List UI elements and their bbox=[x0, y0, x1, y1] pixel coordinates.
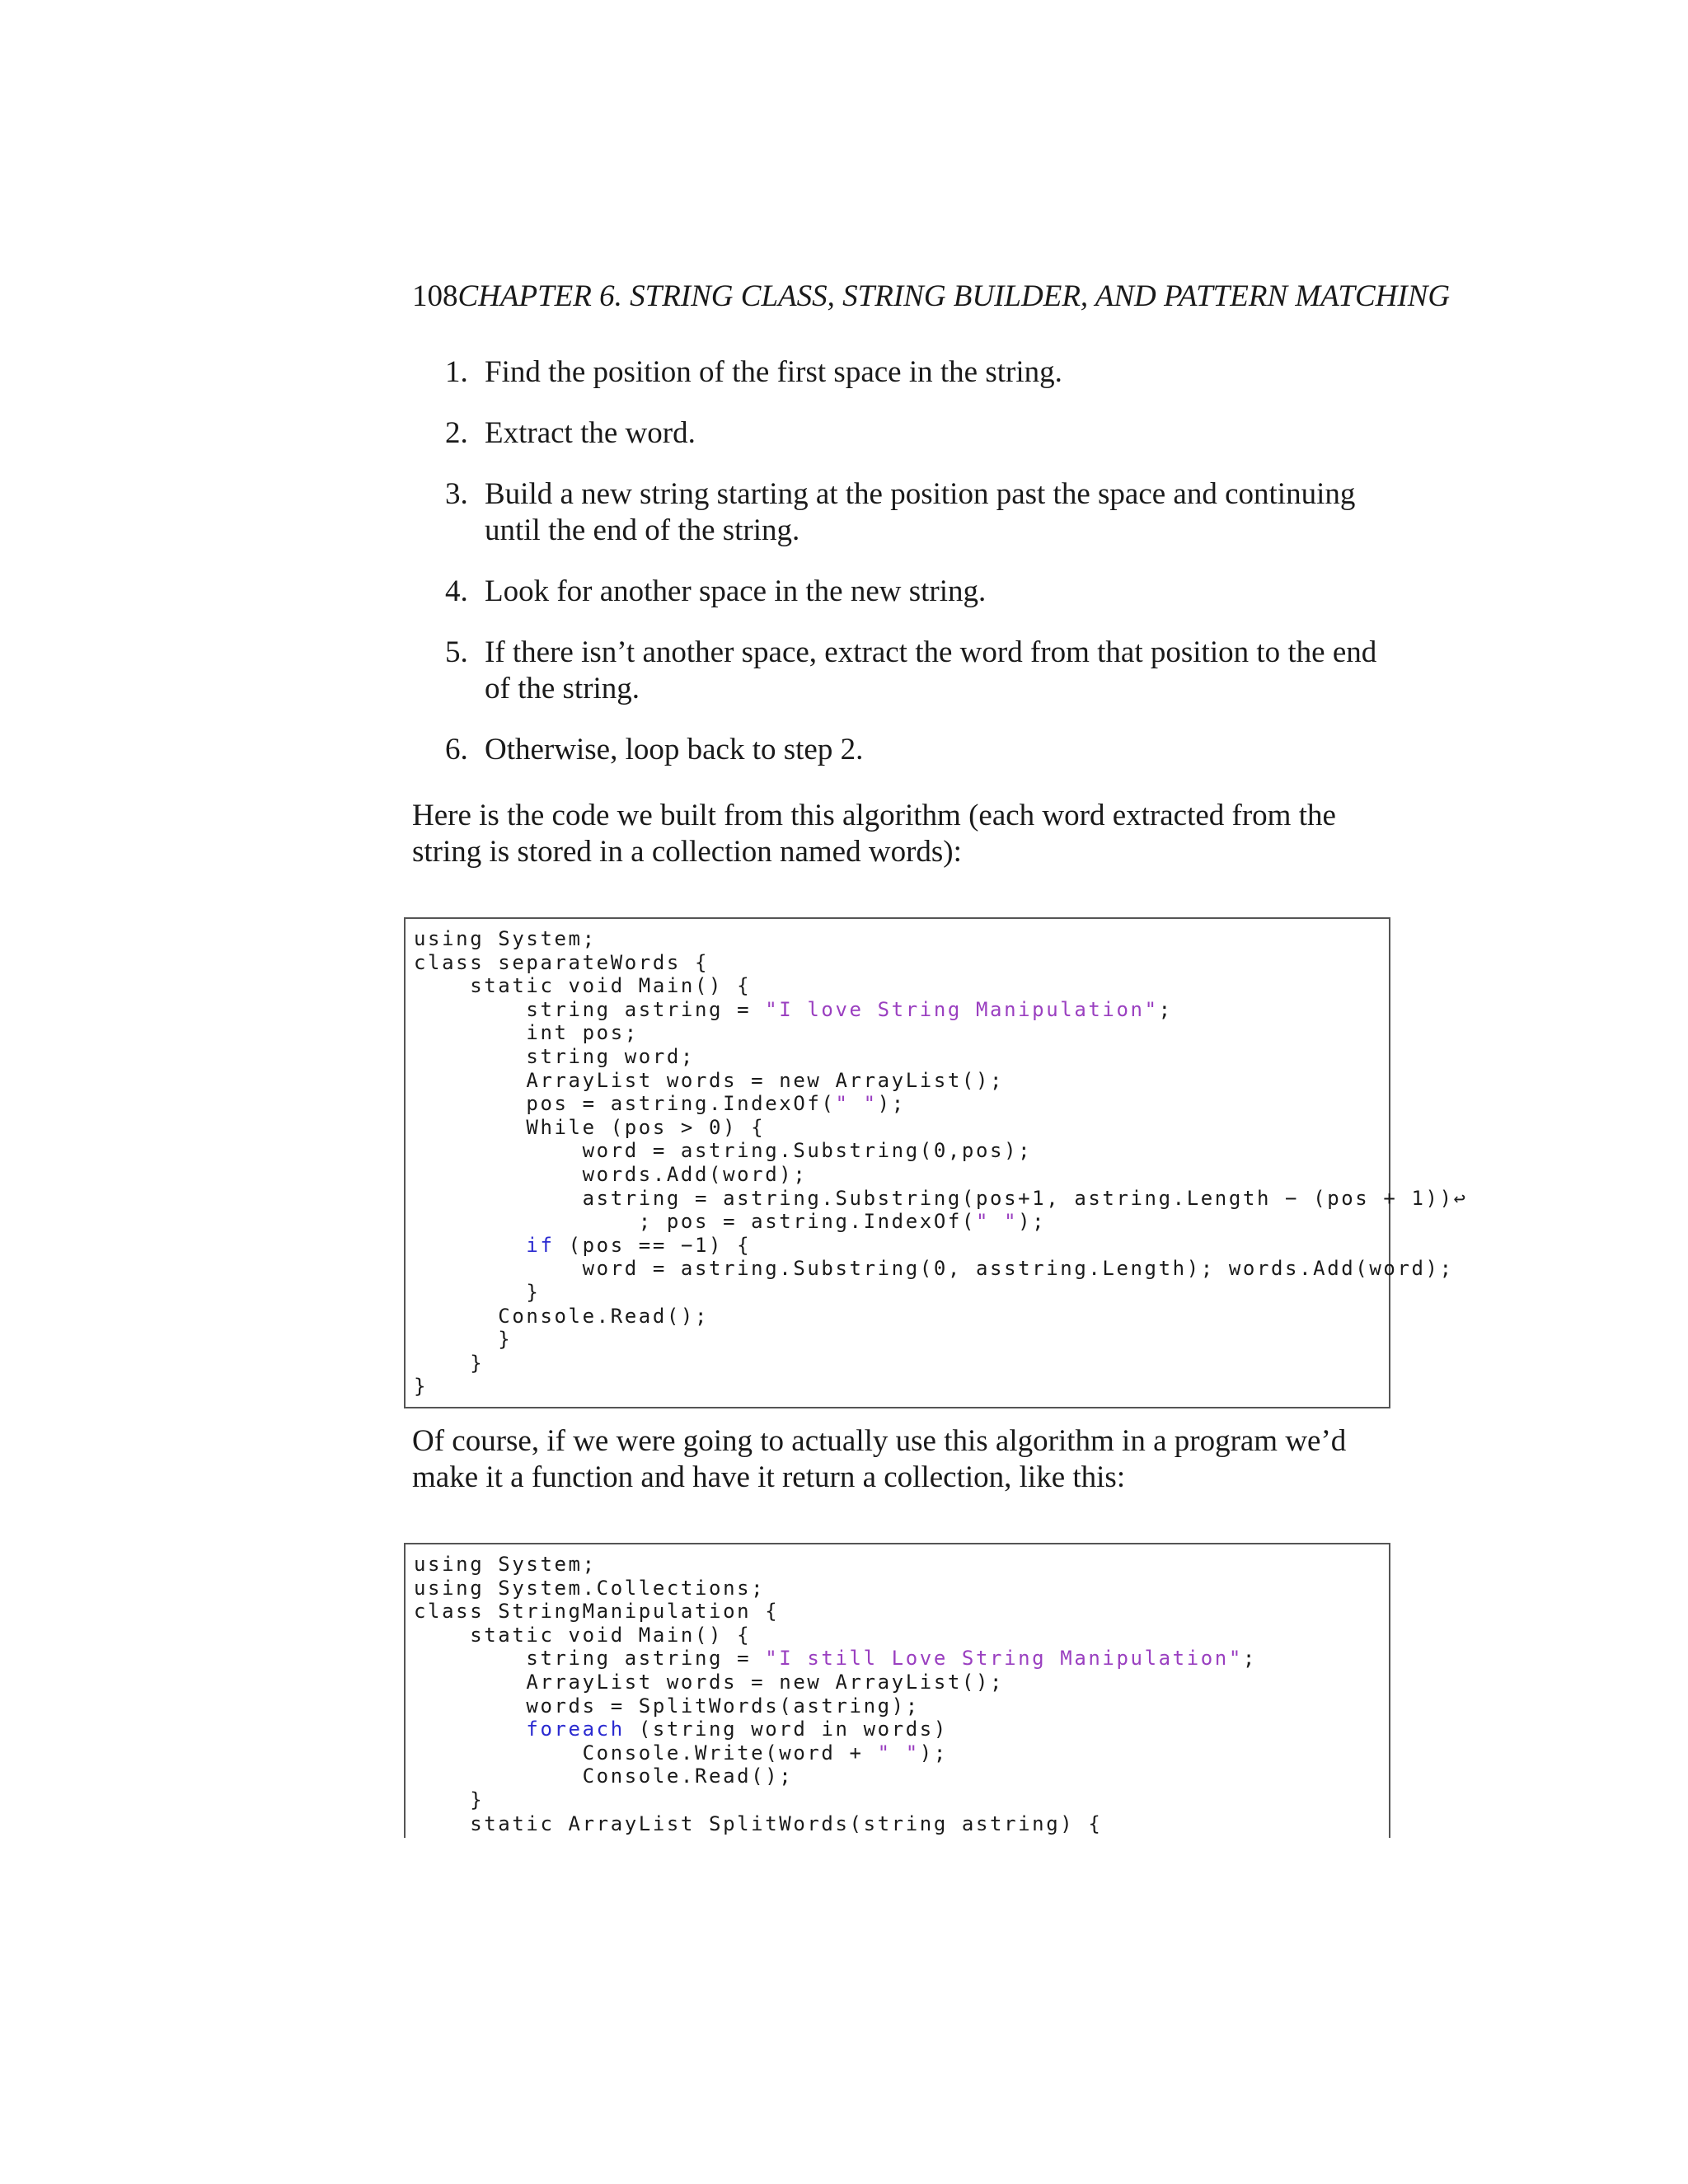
code-text: words = SplitWords(astring); bbox=[414, 1694, 920, 1718]
code-text: word = astring.Substring(0,pos); bbox=[414, 1139, 1033, 1163]
code-line bbox=[414, 1624, 1389, 1647]
list-item bbox=[445, 574, 1393, 610]
step-number: 3. bbox=[445, 477, 468, 511]
code-text: string astring = bbox=[414, 1647, 766, 1671]
code-text: (string word in words) bbox=[624, 1718, 948, 1741]
step-number: 2. bbox=[445, 416, 468, 450]
code-line bbox=[414, 1069, 1389, 1093]
code-text: } bbox=[414, 1280, 541, 1304]
code-keyword: if bbox=[526, 1233, 555, 1257]
step-text: Look for another space in the new string. bbox=[485, 574, 987, 608]
code-line bbox=[414, 1045, 1389, 1069]
code-text: } bbox=[414, 1375, 429, 1399]
code-line bbox=[414, 1718, 1389, 1741]
code-line bbox=[414, 951, 1389, 975]
code-string: " " bbox=[877, 1741, 920, 1765]
code-text: string astring = bbox=[414, 997, 766, 1021]
code-text: class StringManipulation { bbox=[414, 1600, 780, 1624]
step-text: Find the position of the first space in the string. bbox=[485, 355, 1062, 389]
code-line bbox=[414, 974, 1389, 998]
code-line bbox=[414, 1328, 1389, 1352]
code-text: ); bbox=[877, 1092, 906, 1116]
code-line bbox=[414, 1600, 1389, 1624]
code-text: ; bbox=[1242, 1647, 1257, 1671]
code-line bbox=[414, 1788, 1389, 1812]
code-line bbox=[414, 1694, 1389, 1718]
step-number: 4. bbox=[445, 574, 468, 608]
code-text: Console.Read(); bbox=[414, 1304, 710, 1328]
list-item bbox=[445, 732, 1393, 768]
function-paragraph: Of course, if we were going to actually use this algorithm in a program we’d make it a function and have it return a collection, like this: bbox=[412, 1424, 1347, 1494]
step-number: 6. bbox=[445, 733, 468, 766]
code-line bbox=[414, 1671, 1389, 1694]
code-text: ; pos = astring.IndexOf( bbox=[414, 1210, 976, 1234]
step-text: Otherwise, loop back to step 2. bbox=[485, 733, 864, 766]
intro-paragraph: Here is the code we built from this algorithm (each word extracted from the string is stored in a collection named words): bbox=[412, 799, 1336, 869]
code-text: using System; bbox=[414, 1553, 597, 1576]
code-line bbox=[414, 1210, 1389, 1234]
code-text: string word; bbox=[414, 1044, 695, 1068]
chapter-title: CHAPTER 6. STRING CLASS, STRING BUILDER, AND PATTERN MATCHING bbox=[457, 279, 1451, 313]
code-line bbox=[414, 1186, 1468, 1211]
code-text: (pos == −1) { bbox=[554, 1233, 752, 1257]
list-item bbox=[445, 635, 1393, 707]
code-string: "I love String Manipulation" bbox=[765, 997, 1159, 1021]
code-string: " " bbox=[975, 1210, 1019, 1234]
code-line bbox=[414, 1352, 1389, 1376]
list-item bbox=[445, 354, 1393, 391]
code-text: using System.Collections; bbox=[414, 1576, 766, 1600]
code-text: static void Main() { bbox=[414, 974, 752, 998]
code-line bbox=[414, 1553, 1389, 1577]
code-line bbox=[414, 1257, 1454, 1281]
code-listing-string-manipulation bbox=[404, 1543, 1390, 1838]
code-line bbox=[414, 1741, 1389, 1765]
code-line bbox=[414, 1092, 1389, 1116]
step-number: 1. bbox=[445, 355, 468, 389]
code-line bbox=[414, 1163, 1389, 1187]
code-text: static void Main() { bbox=[414, 1623, 752, 1647]
code-text: word = astring.Substring(0, asstring.Length); words.Add(word); bbox=[414, 1257, 1454, 1281]
running-header bbox=[412, 277, 1550, 316]
code-text: While (pos > 0) { bbox=[414, 1115, 766, 1139]
list-item bbox=[445, 476, 1393, 549]
code-text: ); bbox=[919, 1741, 948, 1765]
code-line bbox=[414, 1116, 1389, 1140]
code-text: ArrayList words = new ArrayList(); bbox=[414, 1068, 1005, 1092]
code-text: Console.Read(); bbox=[414, 1765, 794, 1788]
code-line bbox=[414, 1375, 1389, 1399]
code-line bbox=[414, 1281, 1389, 1305]
code-line bbox=[414, 998, 1389, 1022]
code-string: " " bbox=[835, 1092, 878, 1116]
list-item bbox=[445, 415, 1393, 452]
code-text: } bbox=[414, 1328, 513, 1352]
code-text: } bbox=[414, 1788, 485, 1811]
code-text: } bbox=[414, 1351, 485, 1375]
code-text: words.Add(word); bbox=[414, 1162, 808, 1186]
step-text: Extract the word. bbox=[485, 416, 696, 450]
code-text: pos = astring.IndexOf( bbox=[414, 1092, 836, 1116]
code-text bbox=[414, 1718, 526, 1741]
algorithm-steps bbox=[445, 354, 1393, 793]
page-number: 108 bbox=[412, 279, 458, 313]
code-text: Console.Write(word + bbox=[414, 1741, 878, 1765]
code-keyword: foreach bbox=[526, 1718, 625, 1741]
code-text: ArrayList words = new ArrayList(); bbox=[414, 1670, 1005, 1694]
code-text bbox=[414, 1234, 526, 1257]
code-line bbox=[414, 1021, 1389, 1045]
code-block bbox=[406, 919, 1468, 1399]
code-text: ; bbox=[1158, 997, 1173, 1021]
code-line bbox=[414, 1765, 1389, 1788]
code-line bbox=[414, 1305, 1389, 1329]
code-line bbox=[414, 927, 1389, 951]
code-line bbox=[414, 1577, 1389, 1601]
code-block bbox=[406, 1544, 1389, 1835]
code-text: ); bbox=[1018, 1210, 1047, 1234]
code-text: static ArrayList SplitWords(string astring) { bbox=[414, 1811, 1103, 1835]
code-text: int pos; bbox=[414, 1021, 639, 1045]
step-text: Build a new string starting at the position past the space and continuing until the end of the string. bbox=[485, 477, 1356, 547]
code-line bbox=[414, 1812, 1389, 1836]
code-text: class separateWords { bbox=[414, 950, 710, 974]
code-text: astring = astring.Substring(pos+1, astring.Length − (pos + 1))↩ bbox=[414, 1186, 1468, 1210]
code-listing-separate-words bbox=[404, 917, 1468, 1408]
code-line bbox=[414, 1647, 1389, 1671]
code-text: using System; bbox=[414, 927, 597, 950]
step-text: If there isn’t another space, extract the word from that position to the end of the string. bbox=[485, 635, 1377, 705]
code-line bbox=[414, 1234, 1389, 1258]
code-line bbox=[414, 1139, 1389, 1163]
code-string: "I still Love String Manipulation" bbox=[765, 1647, 1243, 1671]
step-number: 5. bbox=[445, 635, 468, 669]
